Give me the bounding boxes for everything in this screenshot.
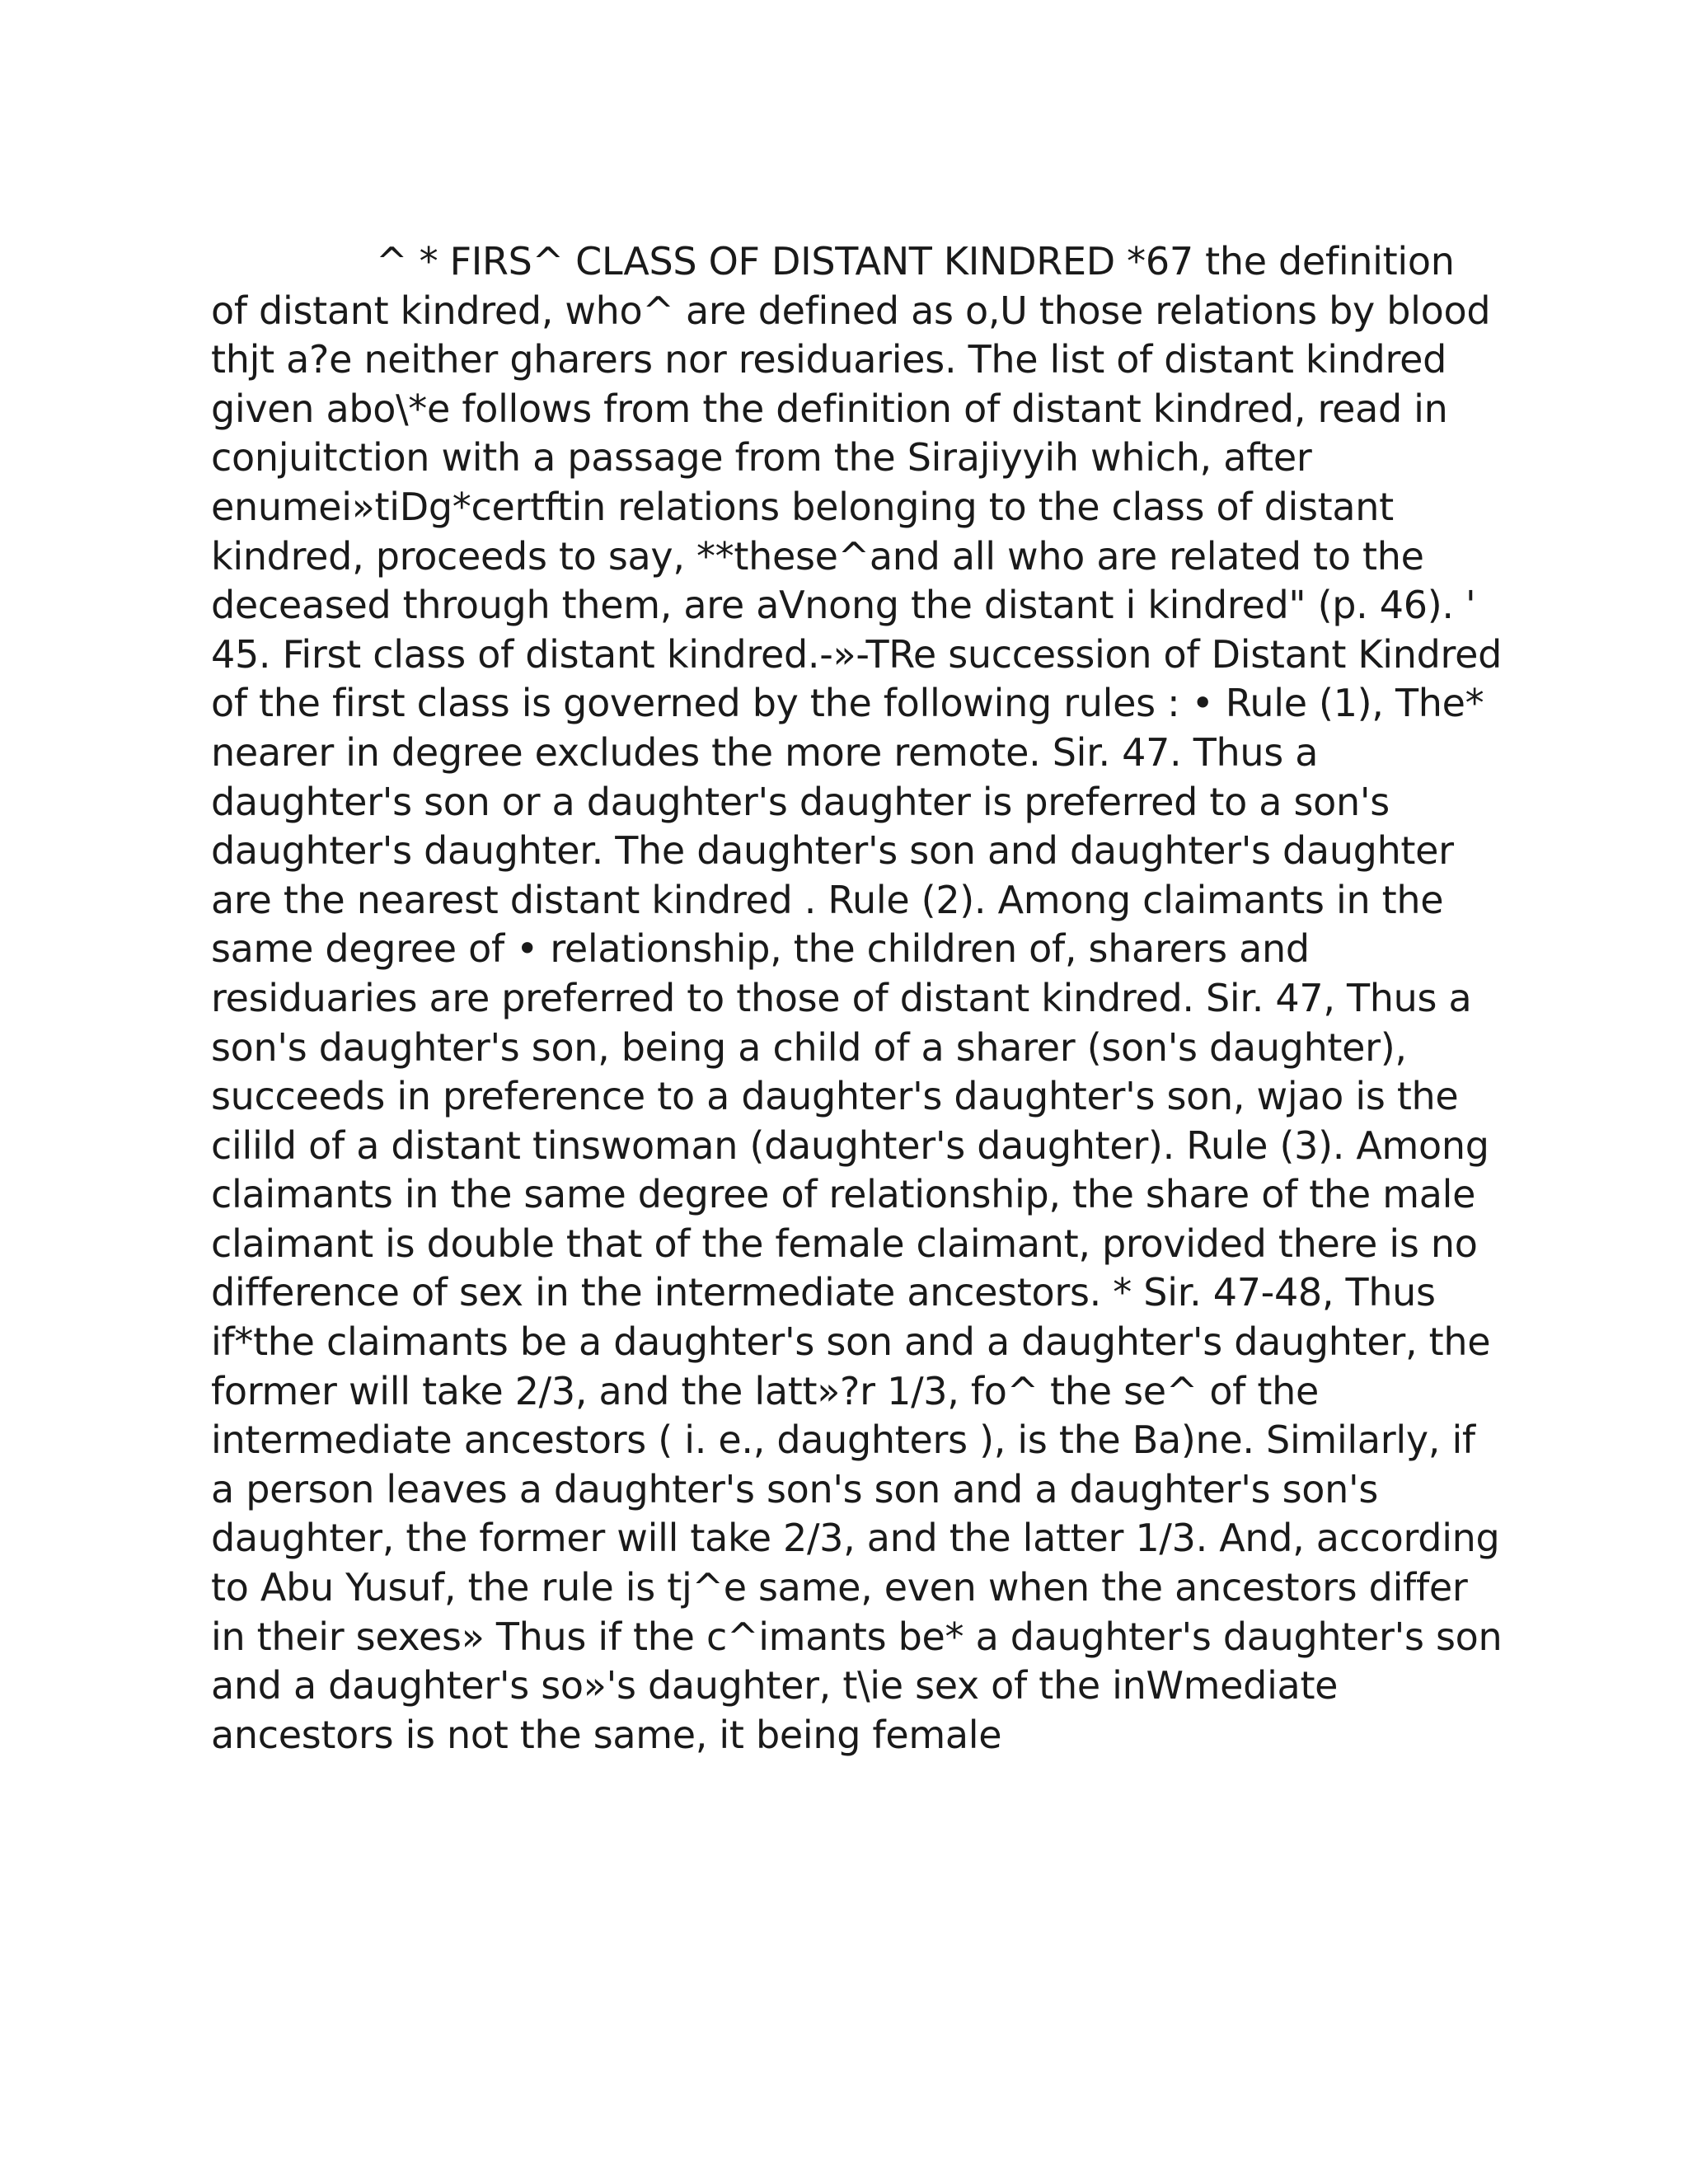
text-line: given abo\*e follows from the definition of distant kindred, read in xyxy=(211,386,1448,431)
text-line: thjt a?e neither gharers nor residuaries. The list of distant kindred xyxy=(211,337,1447,382)
text-line: succeeds in preference to a daughter's daughter's son, wjao is the xyxy=(211,1074,1459,1119)
text-line: intermediate ancestors ( i. e., daughters ), is the Ba)ne. Similarly, if xyxy=(211,1418,1475,1463)
text-line: residuaries are preferred to those of distant kindred. Sir. 47, Thus a xyxy=(211,975,1472,1020)
text-line: a person leaves a daughter's son's son and a daughter's son's xyxy=(211,1466,1378,1511)
text-line: cilild of a distant tinswoman (daughter's daughter). Rule (3). Among xyxy=(211,1122,1489,1168)
body-text xyxy=(211,237,1503,1760)
text-line: former will take 2/3, and the latt»?r 1/3, fo^ the se^ of the xyxy=(211,1368,1319,1413)
text-line: and a daughter's so»'s daughter, t\ie sex of the inWmediate xyxy=(211,1663,1339,1708)
text-line: claimants in the same degree of relationship, the share of the male xyxy=(211,1172,1476,1217)
text-line: in their sexes» Thus if the c^imants be* a daughter's daughter's son xyxy=(211,1614,1503,1659)
text-line: difference of sex in the intermediate ancestors. * Sir. 47-48, Thus xyxy=(211,1270,1436,1315)
text-line: daughter, the former will take 2/3, and the latter 1/3. And, according xyxy=(211,1516,1500,1561)
text-line: are the nearest distant kindred . Rule (2). Among claimants in the xyxy=(211,877,1444,922)
text-line: of distant kindred, who^ are defined as o,U those relations by blood xyxy=(211,288,1491,333)
text-line: nearer in degree excludes the more remote. Sir. 47. Thus a xyxy=(211,729,1319,775)
text-line: conjuitction with a passage from the Sirajiyyih which, after xyxy=(211,435,1312,480)
page-header-line: ^ * FIRS^ CLASS OF DISTANT KINDRED *67 the definition xyxy=(376,239,1455,284)
text-line: 45. First class of distant kindred.-»-TRe succession of Distant Kindred xyxy=(211,631,1502,677)
text-line: daughter's daughter. The daughter's son and daughter's daughter xyxy=(211,828,1454,874)
text-line: enumei»tiDg*certftin relations belonging to the class of distant xyxy=(211,484,1394,529)
text-line: ancestors is not the same, it being female xyxy=(211,1712,1002,1757)
text-line: to Abu Yusuf, the rule is tj^e same, even when the ancestors differ xyxy=(211,1565,1468,1610)
text-line: same degree of • relationship, the children of, sharers and xyxy=(211,926,1310,972)
text-line: if*the claimants be a daughter's son and a daughter's daughter, the xyxy=(211,1319,1491,1365)
text-line: of the first class is governed by the following rules : • Rule (1), The* xyxy=(211,681,1484,726)
text-line: claimant is double that of the female claimant, provided there is no xyxy=(211,1221,1478,1266)
text-line: son's daughter's son, being a child of a sharer (son's daughter), xyxy=(211,1024,1407,1070)
text-line: deceased through them, are aVnong the distant i kindred" (p. 46). ' xyxy=(211,583,1476,628)
text-line: daughter's son or a daughter's daughter is preferred to a son's xyxy=(211,779,1390,824)
text-line: kindred, proceeds to say, **these^and all who are related to the xyxy=(211,533,1424,579)
